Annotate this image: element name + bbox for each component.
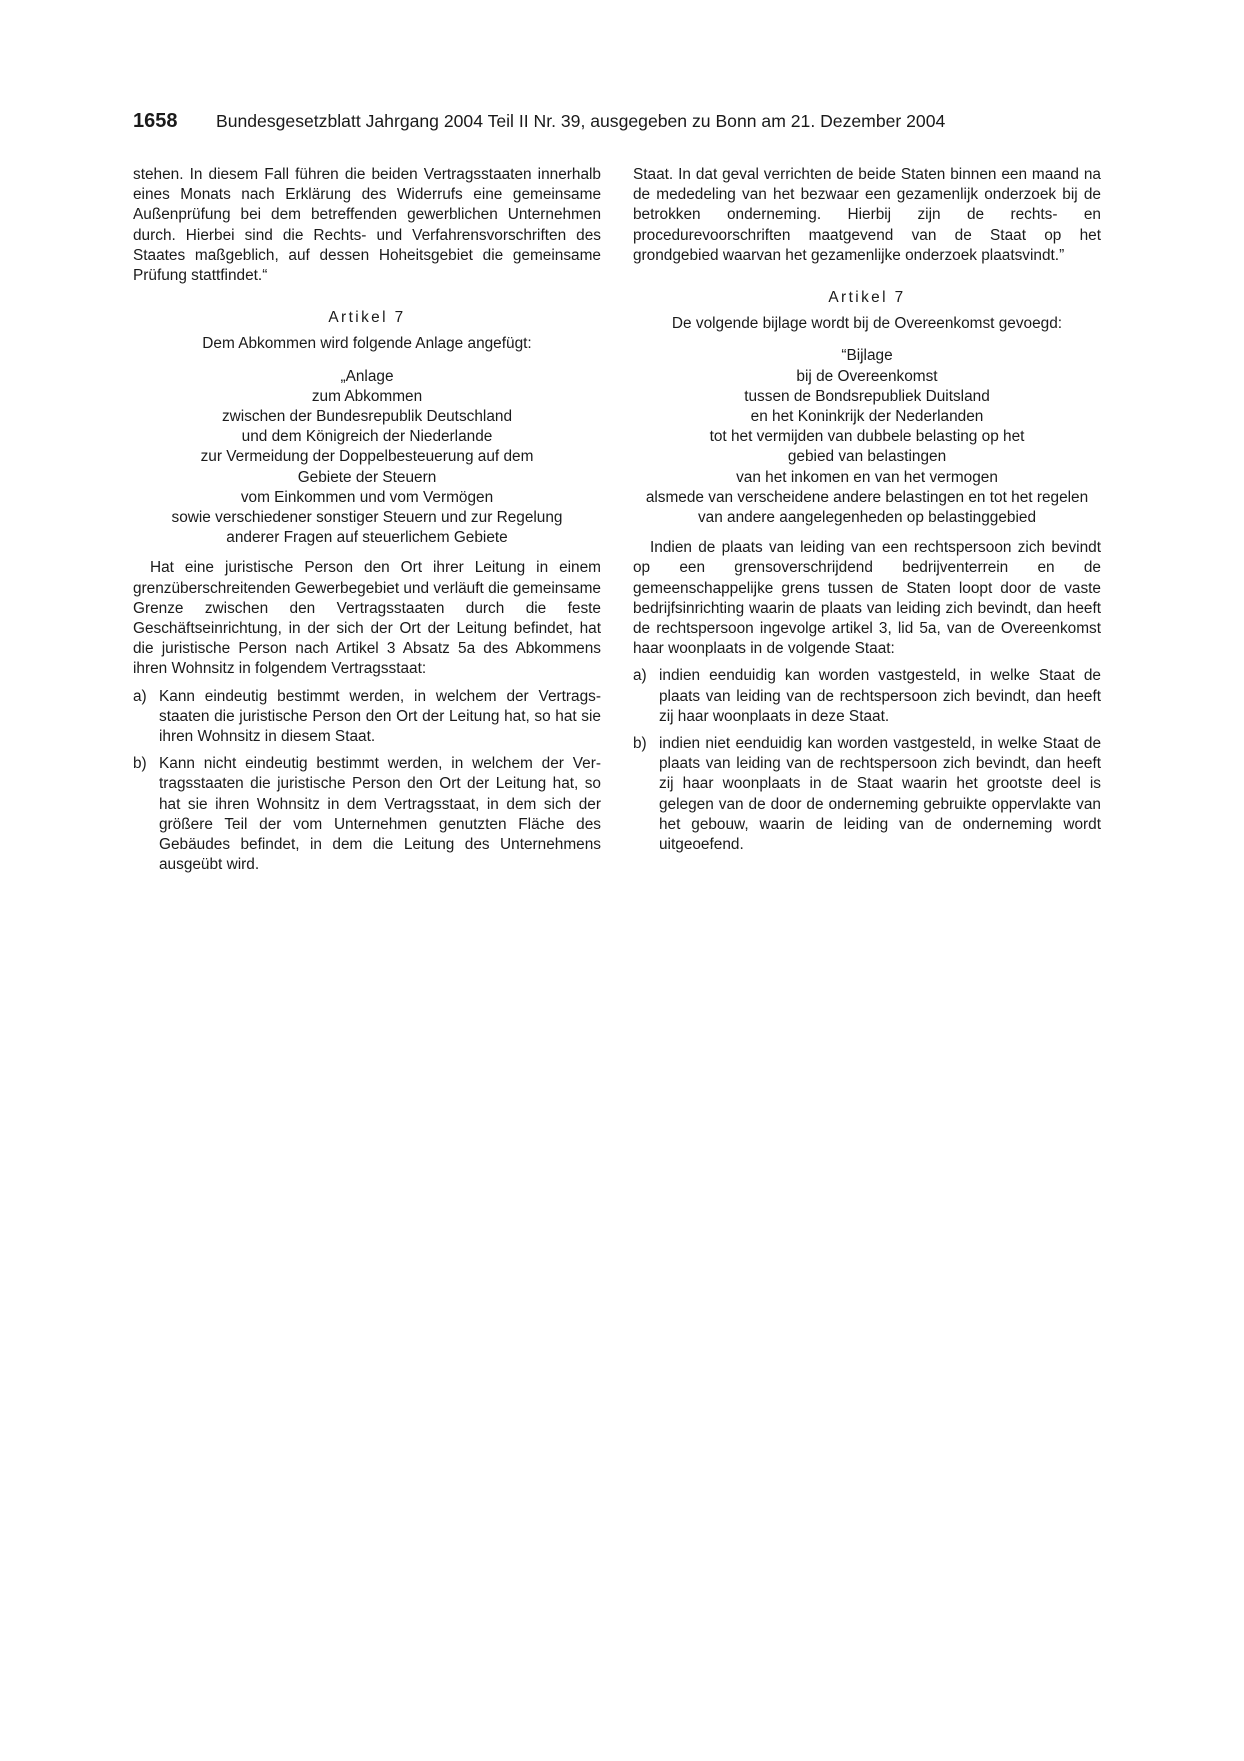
german-annex-title-line: „Anlage	[340, 367, 394, 385]
dutch-list-item	[633, 734, 1101, 855]
german-article-intro: Dem Abkommen wird folgende Anlage angefügt:	[202, 335, 532, 353]
page-header	[133, 110, 1113, 133]
german-annex-title-line: zum Abkommen	[311, 387, 423, 405]
page-number: 1658	[133, 110, 178, 132]
list-item-label: b)	[633, 735, 647, 753]
german-annex-title-line: anderer Fragen auf steuerlichem Gebiete	[226, 529, 508, 547]
dutch-body-paragraph: Indien de plaats van leiding van een rechtspersoon zich bevindt op een grensoverschrijdend bedrijventerrein en de gemeenschappelijke grens tussen de Staten loopt door de vaste bedrijfsinrichting waarin de plaats van leiding zich bevindt, dan heeft de rechtspersoon ingevolge artikel 3, lid 5a, van de Overeenkomst haar woonplaats in de volgende Staat:	[633, 539, 1101, 658]
dutch-annex-title	[633, 346, 1101, 528]
dutch-article-intro: De volgende bijlage wordt bij de Overeenkomst gevoegd:	[671, 315, 1063, 333]
list-item-text: indien niet eenduidig kan worden vastgesteld, in welke Staat de plaats van leiding van de rechtspersoon zich bevindt, dan heeft zij haar woonplaats in de Staat waarin het grootste deel is gelegen van de door de onderneming gebruikte oppervlakte van het gebouw, waarin de leiding van de onderneming wordt uitgeoefend.	[659, 735, 1101, 854]
german-list-item	[133, 754, 601, 875]
german-annex-title-line: vom Einkommen und vom Vermögen	[240, 488, 494, 506]
list-item-label: a)	[633, 667, 647, 685]
german-body-paragraph: Hat eine juristische Person den Ort ihrer Leitung in einem grenzüberschreitenden Gewerbegebiet und verläuft die gemeinsame Grenze zwischen den Vertragsstaaten durch die feste Geschäftseinrichtung, in der sich der Ort der Leitung befindet, hat die juristische Person nach Artikel 3 Absatz 5a des Abkommens ihren Wohnsitz in folgendem Vertragsstaat:	[133, 559, 601, 678]
dutch-annex-title-line: bij de Overeenkomst	[796, 367, 938, 385]
list-item-label: b)	[133, 755, 147, 773]
german-column	[133, 165, 601, 876]
german-article-heading: Artikel 7	[328, 309, 406, 327]
german-annex-title-line: sowie verschiedener sonstiger Steuern und zur Regelung	[171, 509, 563, 527]
dutch-annex-title-line: van het inkomen en van het vermogen	[736, 468, 998, 486]
german-annex-title-line: zur Vermeidung der Doppelbesteuerung auf dem	[200, 448, 534, 466]
list-item-label: a)	[133, 687, 147, 705]
header-title: Bundesgesetzblatt Jahrgang 2004 Teil II Nr. 39, ausgegeben zu Bonn am 21. Dezember 2004	[215, 111, 946, 131]
german-annex-title-line: Gebiete der Steuern	[297, 468, 437, 486]
german-list-item	[133, 687, 601, 748]
dutch-column	[633, 165, 1101, 855]
dutch-annex-title-line: gebied van belastingen	[787, 448, 947, 466]
list-item-text: Kann eindeutig bestimmt werden, in welchem der Vertragsstaaten die juristische Person den Ort der Leitung hat, so hat sie ihren Wohnsitz in diesem Staat.	[159, 687, 601, 746]
dutch-annex-title-line: “Bijlage	[841, 347, 893, 365]
list-item-text: Kann nicht eindeutig bestimmt werden, in welchem der Vertragsstaaten die juristische Person den Ort der Leitung hat, so hat sie ihren Wohnsitz in dem Vertragsstaat, in dem sich der größere Teil der vom Unternehmen genutzten Fläche des Gebäudes befindet, in dem die Leitung des Unternehmens ausgeübt wird.	[159, 755, 601, 874]
dutch-continuation-paragraph: Staat. In dat geval verrichten de beide Staten binnen een maand na de mededeling van het bezwaar een gezamenlijk onderzoek bij de betrokken onderneming. Hierbij zijn de rechts- en procedurevoorschriften maatgevend van de Staat op het grondgebied waarvan het gezamenlijke onderzoek plaatsvindt.”	[633, 166, 1101, 264]
list-item-text: indien eenduidig kan worden vastgesteld, in welke Staat de plaats van leiding van de rechtspersoon zich bevindt, dan heeft zij haar woonplaats in deze Staat.	[659, 667, 1101, 725]
german-annex-title	[133, 367, 601, 549]
dutch-annex-title-line: van andere aangelegenheden op belastinggebied	[697, 509, 1037, 527]
german-continuation-paragraph: stehen. In diesem Fall führen die beiden Vertragsstaaten innerhalb eines Monats nach Erklärung des Widerrufs eine gemeinsame Außenprüfung bei dem betreffenden gewerblichen Unternehmen durch. Hierbei sind die Rechts- und Verfahrensvorschriften des Staates maßgeblich, auf dessen Hoheitsgebiet die gemeinsame Prüfung stattfindet.“	[133, 166, 601, 285]
dutch-list-item	[633, 666, 1101, 727]
dutch-article-heading: Artikel 7	[828, 289, 906, 307]
dutch-annex-title-line: tot het vermijden van dubbele belasting op het	[709, 428, 1025, 446]
dutch-annex-title-line: en het Koninkrijk der Nederlanden	[750, 408, 984, 426]
dutch-annex-title-line: alsmede van verscheidene andere belastingen en tot het regelen	[645, 488, 1089, 506]
german-annex-title-line: und dem Königreich der Niederlande	[241, 428, 493, 446]
dutch-annex-title-line: tussen de Bondsrepubliek Duitsland	[744, 387, 990, 405]
german-annex-title-line: zwischen der Bundesrepublik Deutschland	[221, 408, 513, 426]
